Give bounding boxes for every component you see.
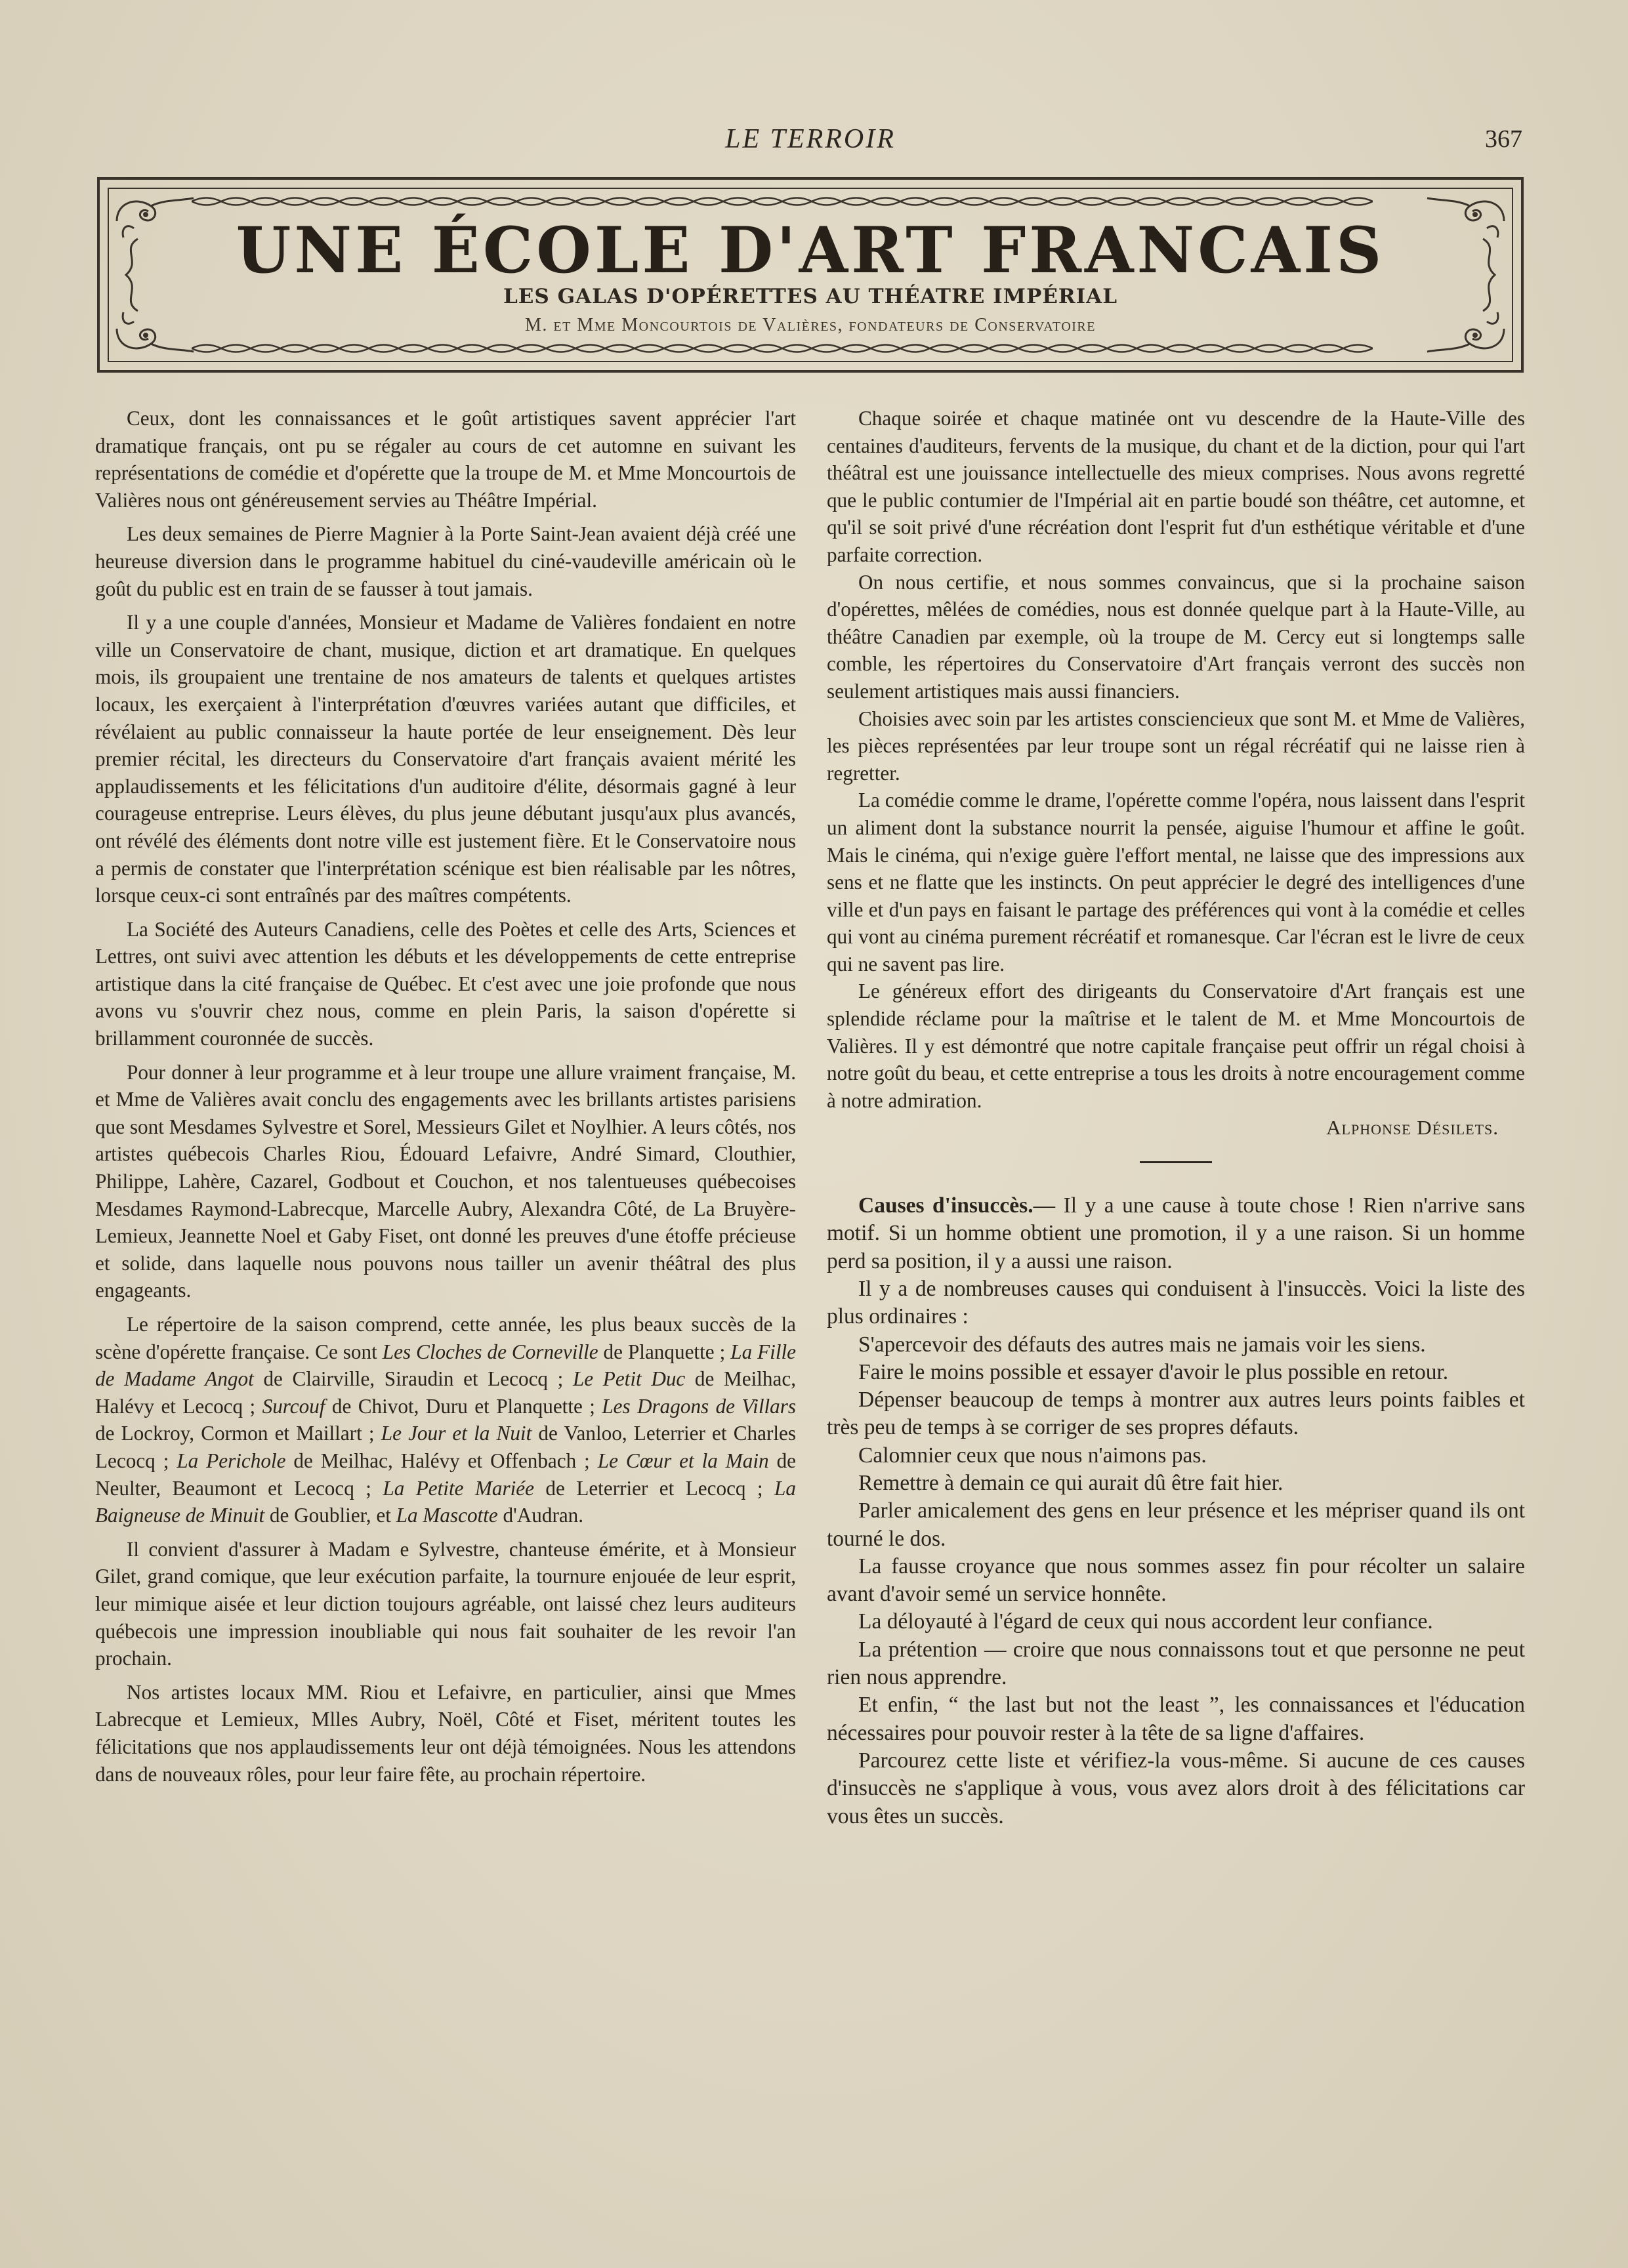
- list-item: S'apercevoir des défauts des autres mais ne jamais voir les siens.: [858, 1332, 1426, 1357]
- text-run: de Leterrier et Lecocq ;: [533, 1476, 775, 1500]
- paragraph: On nous certifie, et nous sommes convaincus, que si la prochaine saison d'opérettes, mêlées de comédies, nous est donnée quelque part à la Haute-Ville, au théâtre Canadien par exemple, où la troupe de M. Cercy eut si longtemps salle comble, les répertoires du Conservatoire d'Art français verront des succès non seulement artistiques mais aussi financiers.: [827, 570, 1525, 703]
- list-item: La prétention — croire que nous connaissons tout et que personne ne peut rien nous apprendre.: [827, 1637, 1525, 1690]
- causes-heading: Causes d'insuccès.: [858, 1193, 1033, 1218]
- paragraph: Choisies avec soin par les artistes consciencieux que sont M. et Mme de Valières, les pièces représentées par leur troupe sont un régal récréatif qui ne laisse rien à regretter.: [827, 707, 1525, 785]
- work-title: La Petite Mariée: [383, 1476, 534, 1500]
- paragraph: Il y a une couple d'années, Monsieur et Madame de Valières fondaient en notre ville un Conservatoire de chant, musique, diction et art dramatique. En quelques mois, ils groupaient une trentaine de nos amateurs de talents et quelques artistes locaux, les exerçaient à l'interprétation d'œuvres variées autant que difficiles, et révélaient au public connaisseur la haute portée de leur enseignement. Dès leur premier récital, les directeurs du Conservatoire d'art français avaient mérité les applaudissements et les félicitations d'un auditoire d'élite, désormais gagné à leur courageuse entreprise. Leurs élèves, du plus jeune débutant jusqu'aux plus avancés, ont révélé des éléments dont notre ville est justement fière. Et le Conservatoire nous a permis de constater que l'interprétation scénique est bien réalisable par les nôtres, lorsque ceux-ci sont entraînés par des maîtres compétents.: [95, 611, 796, 907]
- text-run: de Lockroy, Cormon et Maillart ;: [95, 1422, 381, 1445]
- list-item: Et enfin, “ the last but not the least ”, les connaissances et l'éducation nécessaires pour pouvoir rester à la tête de sa ligne d'affaires.: [827, 1693, 1525, 1745]
- text-run: de Planquette ;: [598, 1340, 731, 1363]
- paragraph: Les deux semaines de Pierre Magnier à la Porte Saint-Jean avaient déjà créé une heureuse diversion dans le programme habituel du ciné-vaudeville américain où le goût du public est en train de se fausser à tout jamais.: [95, 522, 796, 600]
- work-title: Le Jour et la Nuit: [381, 1422, 532, 1445]
- text-run: de Clairville, Siraudin et Lecocq ;: [253, 1367, 573, 1391]
- author-signature: Alphonse Désilets.: [1326, 1116, 1499, 1140]
- list-item: Faire le moins possible et essayer d'avoir le plus possible en retour.: [858, 1359, 1449, 1384]
- journal-title: LE TERROIR: [725, 124, 896, 154]
- work-title: Surcouf: [262, 1394, 325, 1418]
- ornamental-band-bottom: [192, 341, 1373, 356]
- paragraph: Nos artistes locaux MM. Riou et Lefaivre, en particulier, ainsi que Mmes Labrecque et Lemieux, Mlles Aubry, Noël, Côté et Fiset, méritent toutes les félicitations que nos applaudissements leur ont déjà témoignées. Nous les attendons dans de nouveaux rôles, pour leur faire fête, au prochain répertoire.: [95, 1680, 796, 1786]
- article-title: UNE ÉCOLE D'ART FRANCAIS: [236, 213, 1385, 287]
- paragraph: Ceux, dont les connaissances et le goût artistiques savent apprécier l'art dramatique français, ont pu se régaler au cours de cet automne en suivant les représentations de comédie et d'opérette que la troupe de M. et Mme Moncourtois de Valières nous ont généreusement servies au Théâtre Impérial.: [95, 407, 796, 512]
- repertoire-paragraph: [95, 1311, 796, 1529]
- list-item: Parler amicalement des gens en leur présence et les mépriser quand ils ont tourné le dos.: [827, 1498, 1525, 1551]
- work-title: La Fille de Madame Angot: [95, 1340, 797, 1391]
- text-run: d'Audran.: [497, 1504, 584, 1527]
- right-column: [827, 405, 1525, 1830]
- list-item: La déloyauté à l'égard de ceux qui nous accordent leur confiance.: [858, 1609, 1433, 1634]
- paragraph: Il convient d'assurer à Madam e Sylvestre, chanteuse émérite, et à Monsieur Gilet, grand comique, que leur exécution parfaite, la tournure enjouée de leur esprit, leur mimique aisée et leur diction toujours agréable, ont laissé chez leurs auditeurs québecois une impression inoubliable qui nous fait souhaiter de les revoir l'an prochain.: [95, 1537, 796, 1670]
- ornamental-band-top: [192, 194, 1373, 209]
- list-item: Calomnier ceux que nous n'aimons pas.: [858, 1443, 1207, 1468]
- paragraph: La Société des Auteurs Canadiens, celle des Poètes et celle des Arts, Sciences et Lettres, ont suivi avec attention les débuts et les développements de cette entreprise artistique dans la cité française de Québec. Et c'est avec une joie profonde que nous avons vu s'ouvrir chez nous, comme en plein Paris, la saison d'opérette si brillamment couronnée de succès.: [95, 917, 796, 1050]
- work-title: La Mascotte: [396, 1504, 498, 1527]
- work-title: Le Cœur et la Main: [597, 1449, 769, 1472]
- paragraph: Pour donner à leur programme et à leur troupe une allure vraiment française, M. et Mme de Valières avait conclu des engagements avec les brillants artistes parisiens que sont Mesdames Sylvestre et Sorel, Messieurs Gilet et Noylhier. A leurs côtés, nos artistes québecois Charles Riou, Édouard Lefaivre, André Simard, Clouthier, Philippe, Lahère, Cazarel, Godbout et Couchon, et nos talentueuses québecoises Mesdames Raymond-Labrecque, Marcelle Aubry, Alexandra Côté, de La Bruyère-Lemieux, Jeannette Noel et Gaby Fiset, ont donné les preuves d'une étoffe précieuse et solide, dans laquelle nous pouvons nous tailler un avenir théâtral des plus engageants.: [95, 1060, 796, 1302]
- page-number: 367: [1485, 125, 1522, 153]
- article-byline: M. et Mme Moncourtois de Valières, fondateurs de Conservatoire: [525, 315, 1096, 335]
- text-run: de Vanloo, Leterrier et Charles Lecocq ;: [95, 1422, 796, 1472]
- causes-lead-paragraph: [827, 1192, 1525, 1275]
- text-run: de Neulter, Beaumont et Lecocq ;: [95, 1449, 797, 1500]
- paragraph: Le généreux effort des dirigeants du Conservatoire d'Art français est une splendide réclame pour la maîtrise et le talent de M. et Mme Moncourtois de Valières. Il y est démontré que notre capitale française peut offrir un régal choisi à notre goût du beau, et cette entreprise a tous les droits à notre encouragement comme à notre admiration.: [827, 979, 1525, 1112]
- text-run: de Goublier, et: [264, 1504, 396, 1527]
- text-run: de Meilhac, Halévy et Offenbach ;: [285, 1449, 598, 1472]
- running-head: [98, 123, 1522, 163]
- paragraph: Chaque soirée et chaque matinée ont vu descendre de la Haute-Ville des centaines d'auditeurs, fervents de la musique, du chant et de la diction, pour qui l'art théâtral est une jouissance intellectuelle des mieux comprises. Nous avons regretté que le public contumier de l'Impérial ait en partie boudé son théâtre, cet automne, et qu'il se soit privé d'une récréation dont l'esprit fut d'un esthétique véritable et d'une parfaite correction.: [827, 407, 1525, 566]
- work-title: La Baigneuse de Minuit: [95, 1476, 796, 1527]
- left-column: [95, 405, 796, 1794]
- paragraph: Parcourez cette liste et vérifiez-la vous-même. Si aucune de ces causes d'insuccès ne s'applique à vous, vous avez alors droit à des félicitations car vous êtes un succès.: [827, 1748, 1525, 1828]
- section-divider: [1140, 1161, 1212, 1163]
- paragraph: Il y a de nombreuses causes qui conduisent à l'insuccès. Voici la liste des plus ordinaires :: [827, 1276, 1525, 1329]
- list-item: Dépenser beaucoup de temps à montrer aux autres leurs points faibles et très peu de temps à se corriger de ses propres défauts.: [827, 1388, 1525, 1440]
- article-subtitle: LES GALAS D'OPÉRETTES AU THÉATRE IMPÉRIAL: [503, 285, 1118, 308]
- text-run: — Il y a une cause à toute chose ! Rien n'arrive sans motif. Si un homme obtient une promotion, il y a une raison. Si un homme perd sa position, il y a aussi une raison.: [827, 1193, 1525, 1273]
- causes-section: [827, 1192, 1525, 1830]
- work-title: La Perichole: [177, 1449, 286, 1472]
- work-title: Les Cloches de Corneville: [382, 1340, 598, 1363]
- paragraph: La comédie comme le drame, l'opérette comme l'opéra, nous laissent dans l'esprit un aliment dont la substance nourrit la pensée, aiguise l'humour et affine le goût. Mais le cinéma, qui n'exige guère l'effort mental, ne laisse que des impressions aux sens et ne flatte que les instincts. On peut apprécier le degré des intelligences d'une ville et d'un pays en faisant le partage des préférences qui vont à la comédie et celles qui vont au cinéma purement récréatif et romanesque. Car l'écran est le livre de ceux qui ne savent pas lire.: [827, 789, 1525, 976]
- text-run: Le répertoire de la saison comprend, cette année, les plus beaux succès de la scène d'opérette française. Ce sont: [95, 1313, 796, 1363]
- title-frame: [97, 177, 1524, 373]
- text-run: de Meilhac, Halévy et Lecocq ;: [95, 1367, 796, 1418]
- text-run: de Chivot, Duru et Planquette ;: [325, 1394, 602, 1418]
- list-item: Remettre à demain ce qui aurait dû être fait hier.: [858, 1471, 1284, 1495]
- work-title: Les Dragons de Villars: [602, 1394, 797, 1418]
- list-item: La fausse croyance que nous sommes assez fin pour récolter un salaire avant d'avoir semé un service honnête.: [827, 1554, 1525, 1607]
- work-title: Le Petit Duc: [572, 1367, 686, 1391]
